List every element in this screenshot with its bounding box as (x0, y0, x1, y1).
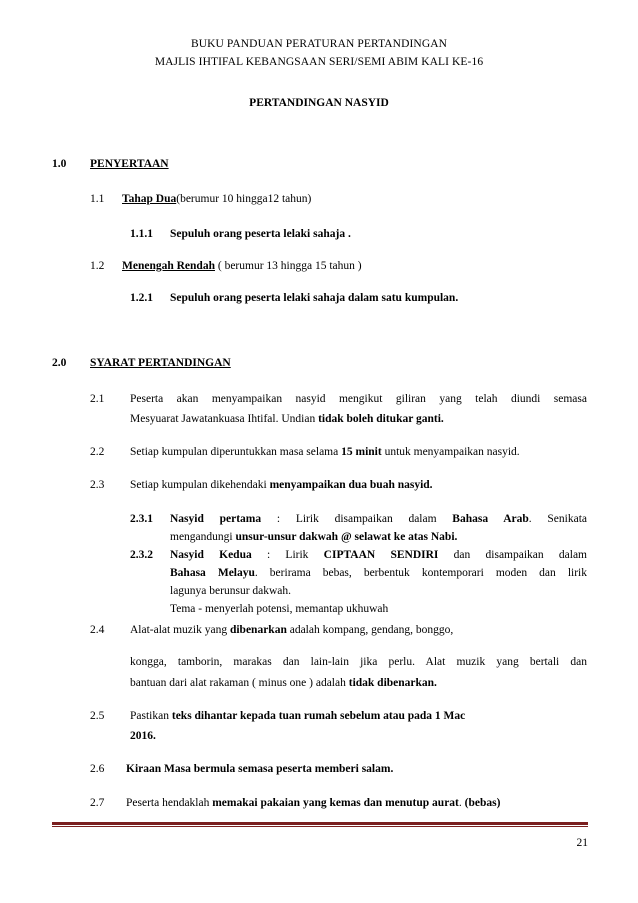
section-1-number: 1.0 (52, 158, 67, 170)
item-2-2-number: 2.2 (90, 446, 105, 458)
item-2-5-emphasis: teks dihantar kepada tuan rumah sebelum atau pada 1 Mac (171, 710, 466, 722)
item-2-7 (126, 797, 500, 809)
item-2-3-1-text-c: . Senikata (528, 513, 587, 525)
item-2-5-line-1 (130, 710, 465, 722)
item-2-4-line-2: kongga, tamborin, marakas dan lain-lain jika perlu. Alat muzik yang bertali dan (130, 656, 587, 668)
item-2-4-number: 2.4 (90, 624, 105, 636)
section-2-heading: SYARAT PERTANDINGAN (90, 357, 231, 369)
item-1-1-number: 1.1 (90, 193, 105, 205)
item-2-4-emphasis: dibenarkan (229, 624, 287, 636)
item-2-7-text-a: Peserta hendaklah (126, 797, 213, 809)
item-1-2-rest: ( berumur 13 hingga 15 tahun ) (214, 260, 362, 272)
item-2-1-line-2-text: Mesyuarat Jawatankuasa Ihtifal. Undian (130, 413, 319, 425)
header-line-2: MAJLIS IHTIFAL KEBANGSAAN SERI/SEMI ABIM KALI KE-16 (154, 56, 484, 68)
item-2-7-emphasis: memakai pakaian yang kemas dan menutup aurat (212, 797, 459, 809)
item-2-3-1-text-d: mengandungi (170, 531, 236, 543)
item-2-2 (130, 446, 520, 458)
item-1-1-rest: (berumur 10 hingga12 tahun) (176, 193, 312, 205)
item-2-3 (130, 479, 433, 491)
item-2-5-line-2: 2016. (130, 730, 156, 742)
item-1-1 (122, 193, 311, 205)
item-2-2-text-c: untuk menyampaikan nasyid. (381, 446, 520, 458)
item-2-1-line-2 (130, 413, 444, 425)
header-line-1: BUKU PANDUAN PERATURAN PERTANDINGAN (190, 38, 448, 50)
item-2-3-2-line-1 (170, 549, 587, 561)
item-2-3-2-language: Bahasa Melayu (170, 567, 255, 579)
item-2-7-note: (bebas) (464, 797, 501, 809)
item-2-3-2-text-c: dan disampaikan dalam (438, 549, 587, 561)
item-2-3-2-text-d: . berirama bebas, berbentuk kontemporari moden dan lirik (254, 567, 587, 579)
item-2-3-1-label: Nasyid pertama (170, 513, 262, 525)
item-2-3-1-number: 2.3.1 (130, 513, 153, 525)
item-2-3-number: 2.3 (90, 479, 105, 491)
item-1-2-1-text: Sepuluh orang peserta lelaki sahaja dalam satu kumpulan. (170, 292, 459, 304)
footer-rule-thick (52, 822, 588, 825)
item-1-1-1-text: Sepuluh orang peserta lelaki sahaja . (170, 228, 351, 240)
theme-line: Tema - menyerlah potensi, memantap ukhuwah (170, 603, 389, 615)
item-1-2 (122, 260, 362, 272)
item-2-3-1-line-1 (170, 513, 587, 525)
item-2-4-text-a: Alat-alat muzik yang (130, 624, 230, 636)
item-2-1-number: 2.1 (90, 393, 105, 405)
item-2-3-1-text-a: : Lirik disampaikan dalam (261, 513, 453, 525)
item-2-1-emphasis: tidak boleh ditukar ganti. (318, 413, 444, 425)
item-2-6-number: 2.6 (90, 763, 105, 775)
item-2-3-2-emphasis: CIPTAAN SENDIRI (323, 549, 439, 561)
item-2-4-text-c: adalah kompang, gendang, bonggo, (286, 624, 454, 636)
item-1-2-label: Menengah Rendah (122, 260, 215, 272)
footer-rule-thin (52, 826, 588, 827)
item-2-3-1-language: Bahasa Arab (452, 513, 529, 525)
item-2-4-line-3 (130, 677, 437, 689)
item-2-2-text-a: Setiap kumpulan diperuntukkan masa selama (130, 446, 342, 458)
item-2-3-emphasis: menyampaikan dua buah nasyid. (269, 479, 433, 491)
item-2-4-text-d: bantuan dari alat rakaman ( minus one ) adalah (130, 677, 349, 689)
page-number: 21 (576, 837, 588, 849)
item-2-7-text-c: . (458, 797, 465, 809)
item-2-3-2-number: 2.3.2 (130, 549, 153, 561)
item-2-4-emphasis-2: tidak dibenarkan. (348, 677, 437, 689)
item-2-5-number: 2.5 (90, 710, 105, 722)
document-title: PERTANDINGAN NASYID (249, 97, 389, 109)
item-2-3-2-line-2 (170, 567, 587, 579)
item-2-5-text-a: Pastikan (130, 710, 172, 722)
item-2-3-2-text-a: : Lirik (251, 549, 324, 561)
item-2-6-text: Kiraan Masa bermula semasa peserta memberi salam. (126, 763, 394, 775)
item-2-2-emphasis: 15 minit (341, 446, 382, 458)
item-1-2-1-number: 1.2.1 (130, 292, 153, 304)
item-1-2-number: 1.2 (90, 260, 105, 272)
item-2-4-line-1 (130, 624, 453, 636)
item-2-3-text-a: Setiap kumpulan dikehendaki (130, 479, 270, 491)
item-1-1-label: Tahap Dua (122, 193, 177, 205)
item-1-1-1-number: 1.1.1 (130, 228, 153, 240)
section-2-number: 2.0 (52, 357, 67, 369)
item-2-3-1-emphasis: unsur-unsur dakwah @ selawat ke atas Nabi. (235, 531, 458, 543)
item-2-7-number: 2.7 (90, 797, 105, 809)
item-2-3-2-label: Nasyid Kedua (170, 549, 252, 561)
section-1-heading: PENYERTAAN (90, 158, 169, 170)
item-2-1-line-1: Peserta akan menyampaikan nasyid mengikut giliran yang telah diundi semasa (130, 393, 587, 405)
item-2-3-2-line-3: lagunya berunsur dakwah. (170, 585, 292, 597)
item-2-3-1-line-2 (170, 531, 457, 543)
